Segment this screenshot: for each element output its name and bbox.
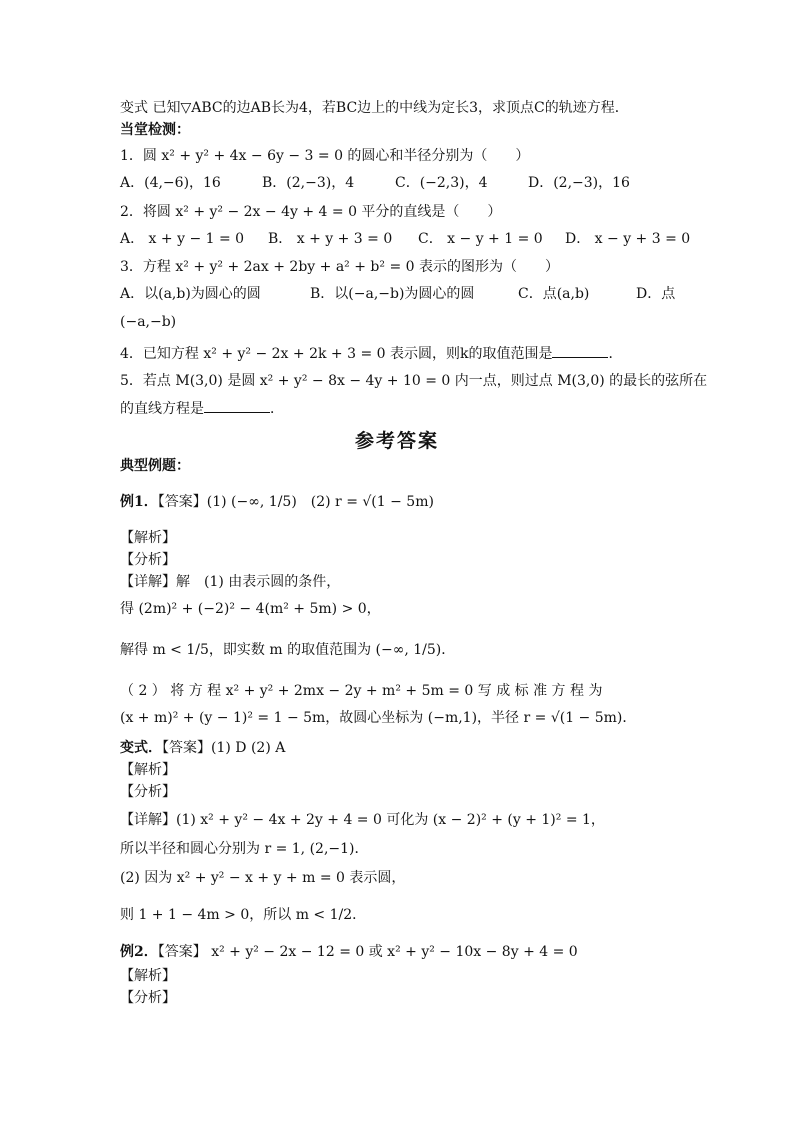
q1-option-c: C．(−2,3)，4 [395,175,488,191]
answers-title: 参考答案 [354,430,439,452]
q1-option-d: D．(2,−3)，16 [528,175,630,191]
variant-detail-4: 则 1 + 1 − 4m > 0，所以 m < 1/2． [120,907,367,923]
q3-option-d: D．点 [636,286,676,302]
variant-detail-3: (2) 因为 x² + y² − x + y + m = 0 表示圆， [120,870,406,886]
q4-answer-blank [552,343,608,358]
q4-text: 4．已知方程 x² + y² − 2x + 2k + 3 = 0 表示圆，则k的取值范围是 [120,346,553,362]
q2-option-b: B． x + y + 3 = 0 [268,231,393,247]
ex2-answer: 例2．【答案】 x² + y² − 2x − 12 = 0 或 x² + y² − 10x − 8y + 4 = 0 [120,944,578,960]
q2-option-d: D． x − y + 3 = 0 [565,231,691,247]
variant-detail-1: 【详解】(1) x² + y² − 4x + 2y + 4 = 0 可化为 (x − 2)² + (y + 1)² = 1， [120,812,605,828]
variant-problem: 变式 已知▽ABC的边AB长为4，若BC边上的中线为定长3，求顶点C的轨迹方程． [120,100,629,116]
ex1-fenxi: 【分析】 [120,552,176,568]
section-practice-heading: 当堂检测： [120,122,190,138]
ex1-detail-1: 【详解】解 (1) 由表示圆的条件， [120,574,341,590]
q3-option-b: B．以(−a,−b)为圆心的圆 [310,286,475,302]
q4-line: 4．已知方程 x² + y² − 2x + 2k + 3 = 0 表示圆，则k的取值范围是 ． [120,343,622,364]
q1-option-a: A．(4,−6)，16 [120,175,221,191]
ex1-answer: 例1．【答案】(1) (−∞, 1/5) (2) r = √(1 − 5m) [120,494,434,510]
q1-stem: 1．圆 x² + y² + 4x − 6y − 3 = 0 的圆心和半径分别为（ ） [120,148,530,164]
q2-option-a: A． x + y − 1 = 0 [120,231,245,247]
q5-text: 的直线方程是 [120,401,204,417]
q5-line1: 5．若点 M(3,0) 是圆 x² + y² − 8x − 4y + 10 = 0 内一点，则过点 M(3,0) 的最长的弦所在 [120,373,708,389]
variant-jiexi: 【解析】 [120,762,176,778]
ex2-jiexi: 【解析】 [120,968,176,984]
ex1-detail-5: (x + m)² + (y − 1)² = 1 − 5m，故圆心坐标为 (−m,1)，半径 r = √(1 − 5m)． [120,710,637,726]
q2-stem: 2．将圆 x² + y² − 2x − 4y + 4 = 0 平分的直线是（ ） [120,204,502,220]
variant-answer: 变式．【答案】(1) D (2) A [120,740,286,756]
q2-option-c: C． x − y + 1 = 0 [418,231,543,247]
variant-fenxi: 【分析】 [120,784,176,800]
ex1-detail-3: 解得 m < 1/5，即实数 m 的取值范围为 (−∞, 1/5)． [120,642,456,658]
q3-option-a: A．以(a,b)为圆心的圆 [120,286,261,302]
q5-line2: 的直线方程是 ． [120,398,284,419]
q3-option-c: C．点(a,b) [518,286,590,302]
section-examples-heading: 典型例题： [120,458,190,474]
q3-option-d-continued: (−a,−b) [120,314,177,330]
q1-option-b: B．(2,−3)，4 [262,175,355,191]
q5-answer-blank [204,398,270,413]
ex1-detail-4: （ 2 ） 将 方 程 x² + y² + 2mx − 2y + m² + 5m = 0 写 成 标 准 方 程 为 [120,683,603,699]
ex1-jiexi: 【解析】 [120,530,176,546]
ex2-fenxi: 【分析】 [120,990,176,1006]
q3-stem: 3．方程 x² + y² + 2ax + 2by + a² + b² = 0 表示的图形为（ ） [120,259,559,275]
variant-detail-2: 所以半径和圆心分别为 r = 1, (2,−1)． [120,841,369,857]
ex1-detail-2: 得 (2m)² + (−2)² − 4(m² + 5m) > 0， [120,601,381,617]
